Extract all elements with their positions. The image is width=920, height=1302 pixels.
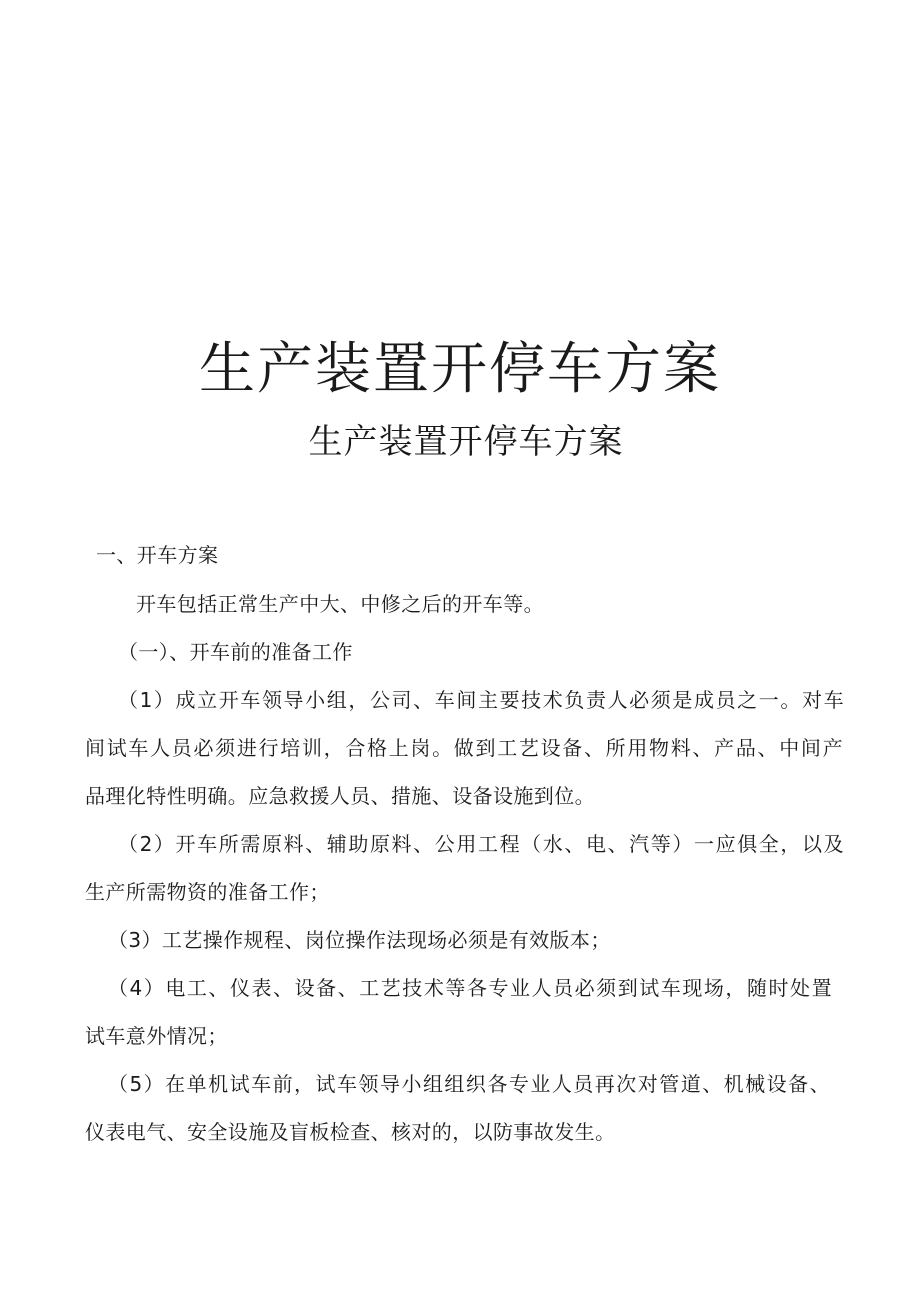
document-title: 生产装置开停车方案 xyxy=(199,337,721,402)
subsection-heading: （一）、开车前的准备工作 xyxy=(118,640,353,664)
item-1-line-2: 间试车人员必须进行培训，合格上岗。做到工艺设备、所用物料、产品、中间产 xyxy=(85,736,843,760)
item-4-line-2: 试车意外情况； xyxy=(85,1024,228,1048)
item-5-line-2: 仪表电气、安全设施及盲板检查、核对的，以防事故发生。 xyxy=(85,1120,616,1144)
item-1-line-1: （1）成立开车领导小组，公司、车间主要技术负责人必须是成员之一。对车 xyxy=(118,688,844,712)
item-2-line-1: （2）开车所需原料、辅助原料、公用工程（水、电、汽等）一应俱全，以及 xyxy=(118,832,844,856)
item-5-line-1: （5）在单机试车前，试车领导小组组织各专业人员再次对管道、机械设备、 xyxy=(108,1072,830,1096)
item-3-line-1: （3）工艺操作规程、岗位操作法现场必须是有效版本； xyxy=(108,928,611,952)
item-2-line-2: 生产所需物资的准备工作； xyxy=(85,880,330,904)
document-subtitle: 生产装置开停车方案 xyxy=(308,422,624,462)
item-4-line-1: （4）电工、仪表、设备、工艺技术等各专业人员必须到试车现场，随时处置 xyxy=(108,976,832,1000)
intro-paragraph: 开车包括正常生产中大、中修之后的开车等。 xyxy=(136,592,544,616)
item-1-line-3: 品理化特性明确。应急救援人员、措施、设备设施到位。 xyxy=(85,784,595,808)
section-heading: 一、开车方案 xyxy=(96,543,219,567)
